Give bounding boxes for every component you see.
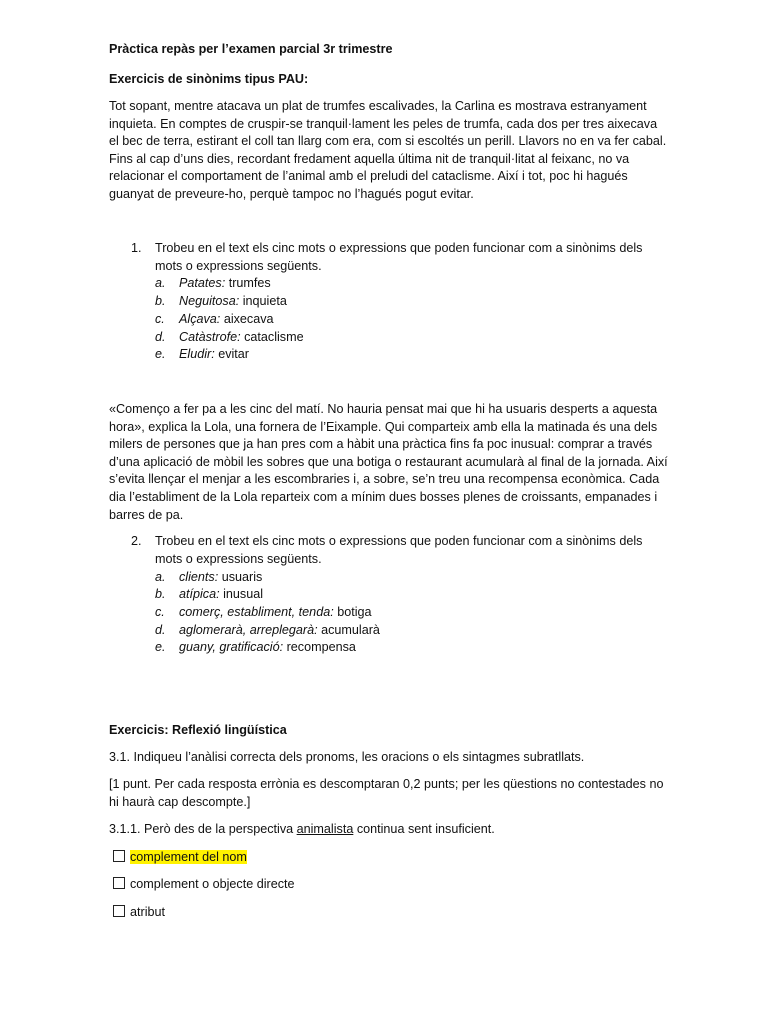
section1-heading: Exercicis de sinònims tipus PAU: bbox=[109, 72, 309, 86]
section3-heading: Exercicis: Reflexió lingüística bbox=[109, 723, 287, 737]
question-1-text: Trobeu en el text els cinc mots o expressions que poden funcionar com a sinònims dels mots o expressions següents. bbox=[155, 241, 643, 273]
section2-passage: «Començo a fer pa a les cinc del matí. No hauria pensat mai que hi ha usuaris desperts a aquesta hora», explica la Lola, una fornera de l’Eixample. Qui comparteix amb ella la matinada és una dels milers de persones que ja han pres com a hàbit una pràctica fins fa poc inusual: comprar a través d’una aplicació de mòbil les sobres que una botiga o restaurant acumularà al final de la jornada. Així s’evita llençar el menjar a les escombraries i, a sobre, se’n treu una recompensa econòmica. Cada dia l’establiment de la Lola reparteix com a mínim dues bosses plenes de croissants, empanades i barres de pa. bbox=[109, 402, 668, 522]
document-title: Pràctica repàs per l’examen parcial 3r trimestre bbox=[109, 42, 393, 56]
question-prefix: 3.1.1. Però des de la perspectiva bbox=[109, 822, 294, 836]
checkbox-option-objecte-directe[interactable] bbox=[113, 876, 295, 894]
checkbox-icon[interactable] bbox=[113, 850, 125, 862]
section1-passage: Tot sopant, mentre atacava un plat de trumfes escalivades, la Carlina es mostrava estranyament inquieta. En comptes de cruspir-se tranquil·lament les peles de trumfa, cada dos per tres aixecava el bec de terra, estirant el coll tan llarg com era, com si escoltés un perill. Llavors no en va fer cabal. Fins al cap d’uns dies, recordant fredament aquella última nit de tranquil·litat al feixanc, no va relacionar el comportament de l’animal amb el preludi del cataclisme. Així i tot, poc hi hagués guanyat de preveure-ho, perquè tampoc no l’hagués pogut evitar. bbox=[109, 99, 667, 201]
checkbox-icon[interactable] bbox=[113, 877, 125, 889]
underlined-term: animalista bbox=[296, 822, 354, 836]
question-2-text: Trobeu en el text els cinc mots o expressions que poden funcionar com a sinònims dels mots o expressions següents. bbox=[155, 534, 643, 566]
checkbox-option-atribut[interactable] bbox=[113, 904, 165, 922]
section3-instruction: 3.1. Indiqueu l’anàlisi correcta dels pronoms, les oracions o els sintagmes subratllats. bbox=[109, 750, 585, 764]
checkbox-label: complement del nom bbox=[130, 850, 247, 864]
checkbox-label: complement o objecte directe bbox=[130, 877, 295, 891]
question-1-number: 1. bbox=[131, 241, 142, 255]
checkbox-icon[interactable] bbox=[113, 905, 125, 917]
question-suffix: continua sent insuficient. bbox=[356, 822, 495, 836]
question-2-number: 2. bbox=[131, 534, 142, 548]
checkbox-label: atribut bbox=[130, 905, 166, 919]
checkbox-option-complement-nom[interactable] bbox=[113, 849, 247, 867]
section3-note: [1 punt. Per cada resposta errònia es descomptaran 0,2 punts; per les qüestions no contestades no hi haurà cap descompte.] bbox=[109, 777, 664, 809]
question-3-1-1 bbox=[109, 821, 669, 839]
